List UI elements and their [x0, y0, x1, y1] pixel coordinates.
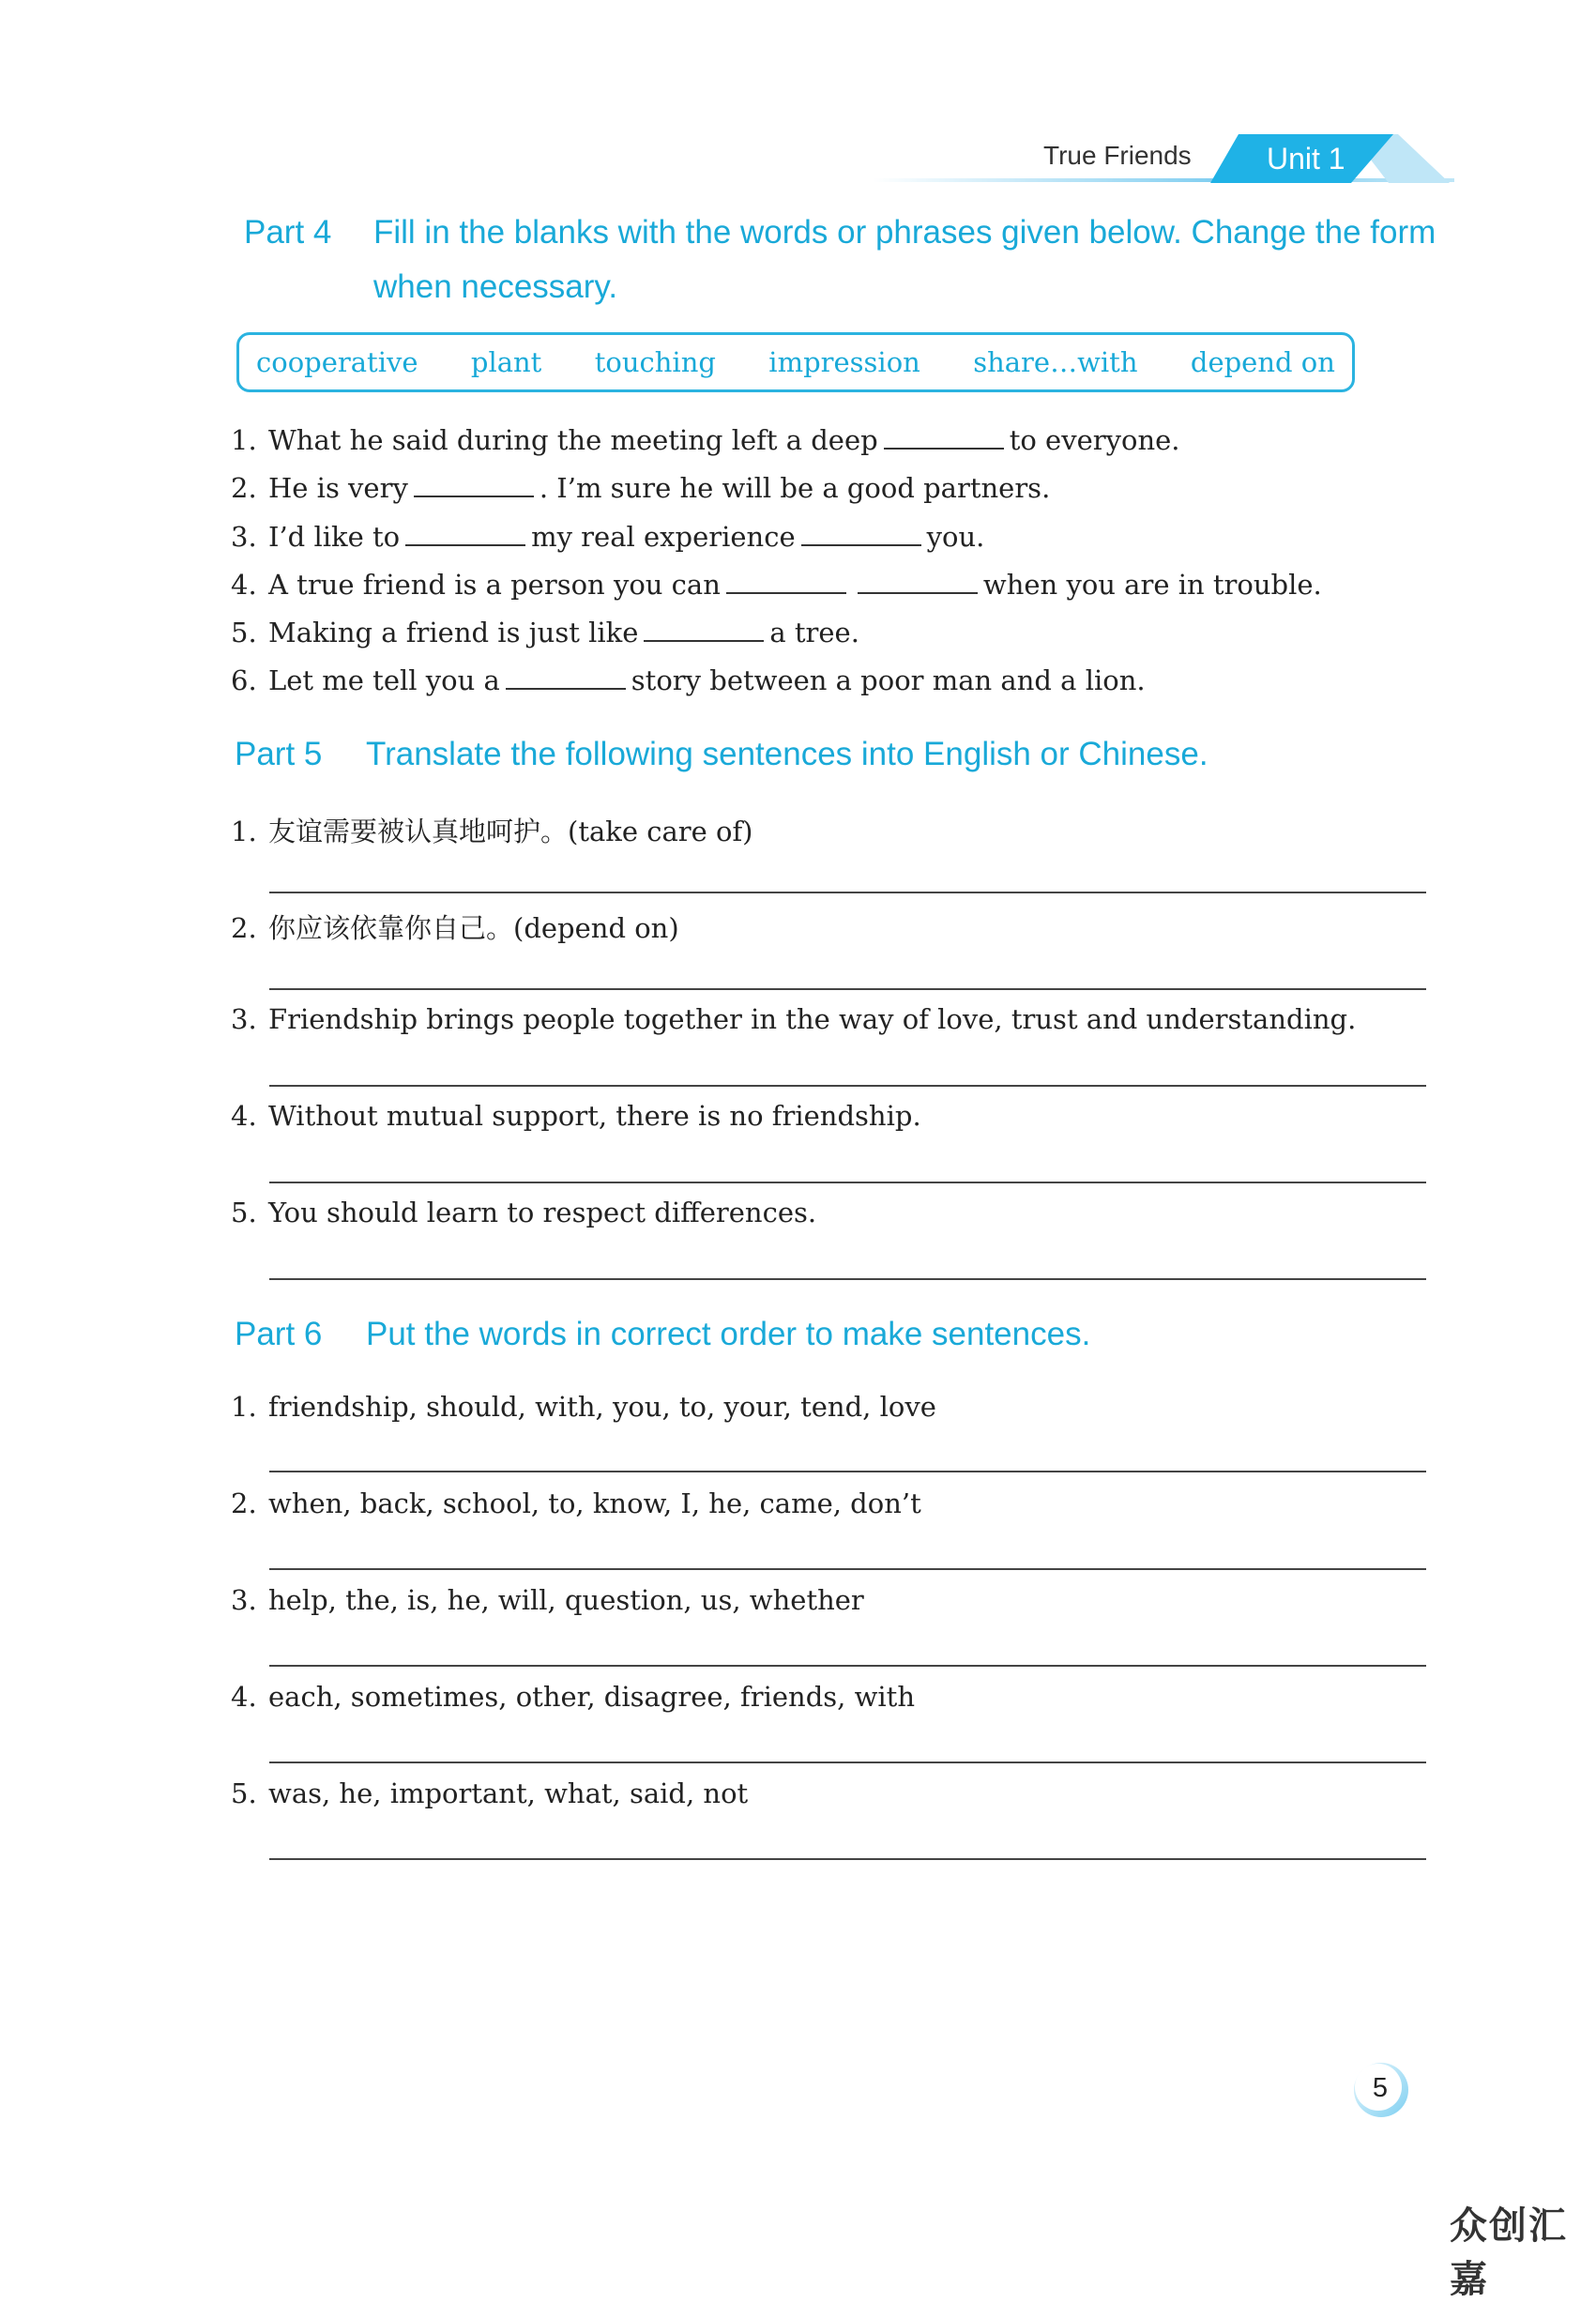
item-text: 友谊需要被认真地呵护。(take care of): [268, 816, 753, 847]
item-number: 5.: [231, 617, 257, 648]
answer-line[interactable]: [269, 1665, 1426, 1667]
part4-item: [231, 569, 1441, 601]
item-text: . I’m sure he will be a good partners.: [539, 472, 1051, 504]
answer-line[interactable]: [269, 1568, 1426, 1570]
item-text: I’d like to: [268, 521, 401, 553]
page-number: 5: [1372, 2073, 1389, 2103]
item-text: He is very: [268, 472, 408, 504]
part6-number: Part 6: [235, 1316, 323, 1352]
item-number: 1.: [231, 1391, 257, 1423]
part6-instruction: Put the words in correct order to make sentences.: [366, 1316, 1091, 1352]
part6-item: [231, 1777, 1441, 1809]
word-bank: [236, 332, 1355, 392]
page-number-badge: [1351, 2060, 1417, 2126]
word-bank-item: plant: [470, 346, 542, 378]
part5-item: [231, 907, 1441, 946]
part5-number: Part 5: [235, 736, 323, 772]
item-number: 2.: [231, 1487, 257, 1519]
answer-blank[interactable]: [884, 425, 1004, 450]
part4-instruction: Fill in the blanks with the words or phrases given below. Change the form when necessary.: [373, 214, 1436, 305]
part5-heading: [235, 727, 1445, 782]
part6-item: [231, 1584, 1441, 1616]
item-text: a tree.: [769, 617, 859, 648]
answer-blank[interactable]: [801, 522, 921, 546]
item-text: You should learn to respect differences.: [268, 1197, 817, 1228]
item-number: 1.: [231, 816, 257, 847]
item-text: when, back, school, to, know, I, he, came, don’t: [268, 1487, 921, 1519]
part4-heading: [244, 206, 1454, 314]
item-number: 3.: [231, 521, 257, 553]
section-title: True Friends: [1043, 141, 1192, 170]
item-number: 3.: [231, 1584, 257, 1616]
item-text: Let me tell you a: [268, 664, 500, 696]
answer-blank[interactable]: [506, 665, 626, 690]
answer-line[interactable]: [269, 892, 1426, 893]
item-number: 3.: [231, 1003, 257, 1035]
answer-line[interactable]: [269, 1278, 1426, 1280]
answer-line[interactable]: [269, 1085, 1426, 1087]
answer-line[interactable]: [269, 1858, 1426, 1860]
answer-line[interactable]: [269, 1762, 1426, 1763]
item-text: to everyone.: [1009, 424, 1180, 456]
answer-line[interactable]: [269, 1182, 1426, 1183]
part4-item: [231, 664, 1441, 696]
part6-item: [231, 1391, 1441, 1423]
answer-blank[interactable]: [858, 570, 978, 594]
item-text: story between a poor man and a lion.: [631, 664, 1146, 696]
item-text: Without mutual support, there is no friendship.: [268, 1100, 921, 1132]
answer-blank[interactable]: [726, 570, 846, 594]
part5-instruction: Translate the following sentences into English or Chinese.: [366, 736, 1208, 772]
word-bank-item: depend on: [1190, 346, 1335, 378]
item-text: 你应该依靠你自己。(depend on): [268, 912, 679, 944]
part4-item: [231, 521, 1441, 553]
item-text: my real experience: [531, 521, 796, 553]
item-number: 4.: [231, 1100, 257, 1132]
item-number: 1.: [231, 424, 257, 456]
item-text: was, he, important, what, said, not: [268, 1777, 749, 1809]
word-bank-item: impression: [768, 346, 920, 378]
part5-item: [231, 1003, 1441, 1035]
word-bank-item: cooperative: [256, 346, 418, 378]
unit-tab: [1210, 134, 1450, 183]
part6-item: [231, 1487, 1441, 1519]
part4-number: Part 4: [244, 214, 332, 251]
part6-item: [231, 1681, 1441, 1713]
part5-item: [231, 1100, 1441, 1132]
answer-line[interactable]: [269, 988, 1426, 990]
item-text: each, sometimes, other, disagree, friends, with: [268, 1681, 916, 1713]
part4-item: [231, 472, 1441, 504]
part5-item: [231, 1197, 1441, 1228]
item-text: friendship, should, with, you, to, your, tend, love: [268, 1391, 936, 1423]
unit-label: Unit 1: [1267, 142, 1345, 175]
answer-blank[interactable]: [405, 522, 525, 546]
part6-heading: [235, 1307, 1445, 1362]
answer-line[interactable]: [269, 1471, 1426, 1472]
item-number: 4.: [231, 569, 257, 601]
item-text: A true friend is a person you can: [268, 569, 721, 601]
word-bank-item: touching: [594, 346, 716, 378]
watermark: 众创汇嘉: [1450, 2204, 1568, 2301]
item-number: 5.: [231, 1197, 257, 1228]
item-text: help, the, is, he, will, question, us, whether: [268, 1584, 864, 1616]
item-text: Friendship brings people together in the way of love, trust and understanding.: [268, 1003, 1357, 1035]
item-number: 5.: [231, 1777, 257, 1809]
item-text: What he said during the meeting left a deep: [268, 424, 878, 456]
answer-blank[interactable]: [644, 618, 764, 642]
word-bank-item: share…with: [973, 346, 1138, 378]
item-text: Making a friend is just like: [268, 617, 639, 648]
item-number: 2.: [231, 472, 257, 504]
part4-item: [231, 424, 1441, 456]
part5-item: [231, 811, 1441, 849]
item-text: you.: [926, 521, 985, 553]
answer-blank[interactable]: [414, 473, 534, 497]
item-number: 4.: [231, 1681, 257, 1713]
item-text: when you are in trouble.: [982, 569, 1322, 601]
item-number: 2.: [231, 912, 257, 944]
item-number: 6.: [231, 664, 257, 696]
part4-item: [231, 617, 1441, 648]
